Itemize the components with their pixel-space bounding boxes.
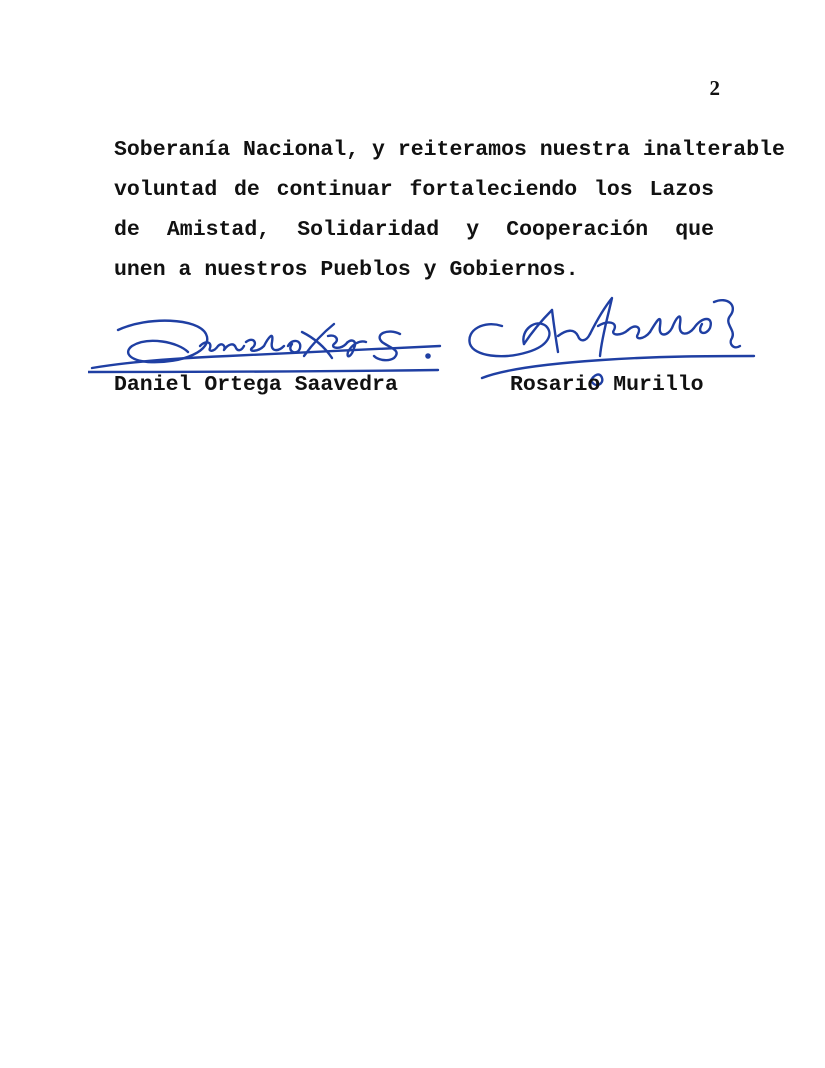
paragraph-line-1: Soberanía Nacional, y reiteramos nuestra inalterable xyxy=(114,138,785,162)
paragraph-line-2: voluntad de continuar fortaleciendo los Lazos xyxy=(114,178,714,202)
paragraph-line-4: unen a nuestros Pueblos y Gobiernos. xyxy=(114,258,579,282)
signer-name-ortega: Daniel Ortega Saavedra xyxy=(114,373,398,397)
page-number: 2 xyxy=(709,76,720,100)
closing-paragraph xyxy=(114,130,785,290)
paragraph-line-3: de Amistad, Solidaridad y Cooperación que xyxy=(114,218,714,242)
signer-name-murillo: Rosario Murillo xyxy=(510,373,704,397)
signature-ortega xyxy=(88,312,448,382)
